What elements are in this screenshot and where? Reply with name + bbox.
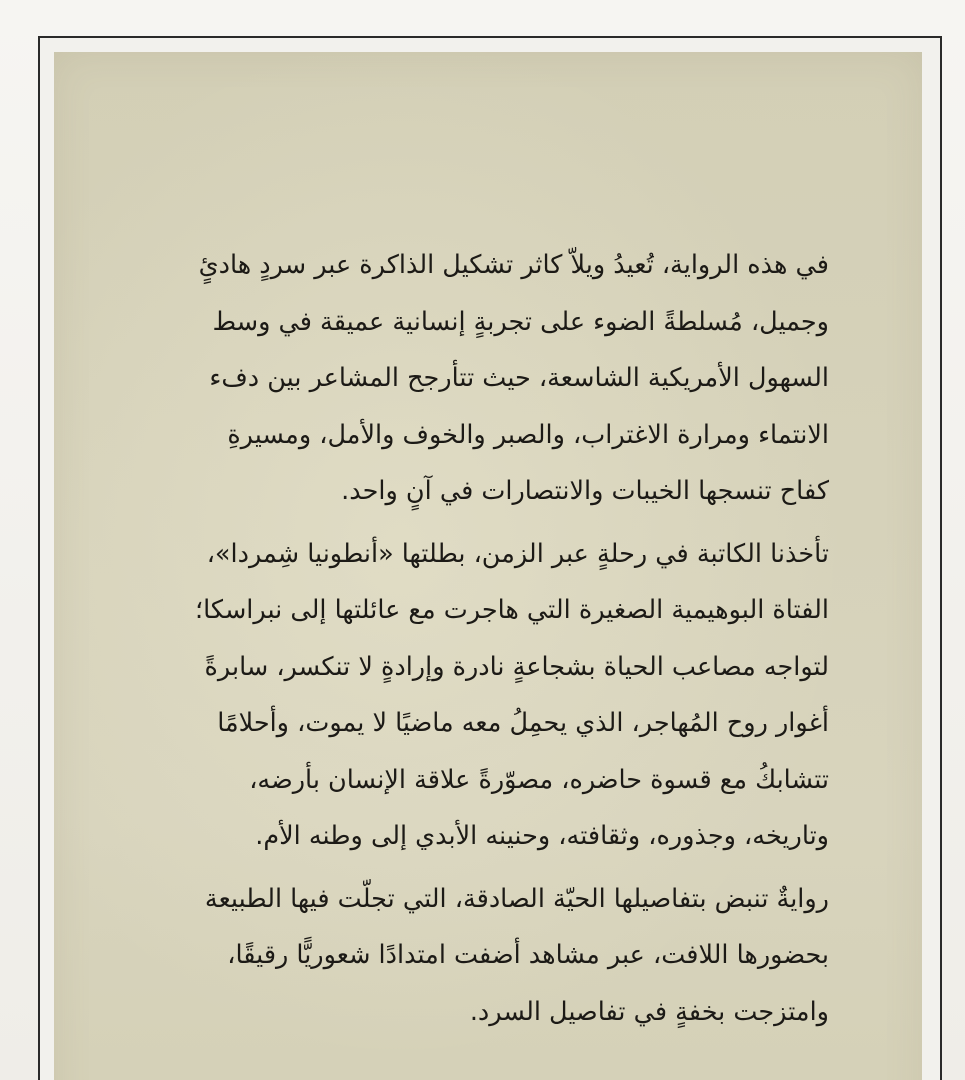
text-line: في هذه الرواية، تُعيدُ ويلاّ كاثر تشكيل الذاكرة عبر سردٍ هادئٍ — [198, 250, 829, 280]
paragraph-2 — [164, 526, 829, 865]
text-line: كفاح تنسجها الخيبات والانتصارات في آنٍ واحد. — [341, 476, 829, 506]
paragraph-1 — [164, 237, 829, 520]
text-line: تتشابكُ مع قسوة حاضره، مصوّرةً علاقة الإنسان بأرضه، — [249, 764, 829, 795]
text-line: بحضورها اللافت، عبر مشاهد أضفت امتدادًا شعوريًّا رقيقًا، — [227, 940, 829, 970]
paragraph-3 — [164, 871, 829, 1041]
text-line: لتواجه مصاعب الحياة بشجاعةٍ نادرة وإرادةٍ لا تنكسر، سابرةً — [204, 651, 829, 682]
text-line: وامتزجت بخفةٍ في تفاصيل السرد. — [469, 996, 829, 1027]
text-line: السهول الأمريكية الشاسعة، حيث تتأرجح المشاعر بين دفء — [209, 363, 829, 393]
blurb-text — [164, 237, 829, 1046]
text-line: الانتماء ومرارة الاغتراب، والصبر والخوف والأمل، ومسيرةِ — [227, 419, 829, 450]
text-line: وجميل، مُسلطةً الضوء على تجربةٍ إنسانية عميقة في وسط — [212, 306, 829, 337]
back-cover-page — [54, 52, 922, 1080]
text-line: أغوار روح المُهاجر، الذي يحمِلُ معه ماضيًا لا يموت، وأحلامًا — [217, 708, 829, 738]
text-line: الفتاة البوهيمية الصغيرة التي هاجرت مع عائلتها إلى نبراسكا؛ — [194, 595, 829, 625]
text-line: تأخذنا الكاتبة في رحلةٍ عبر الزمن، بطلتها «أنطونيا شِمردا»، — [206, 538, 829, 569]
text-line: وتاريخه، وجذوره، وثقافته، وحنينه الأبدي إلى وطنه الأم. — [255, 821, 829, 851]
text-line: روايةٌ تنبض بتفاصيلها الحيّة الصادقة، التي تجلّت فيها الطبيعة — [204, 883, 829, 914]
